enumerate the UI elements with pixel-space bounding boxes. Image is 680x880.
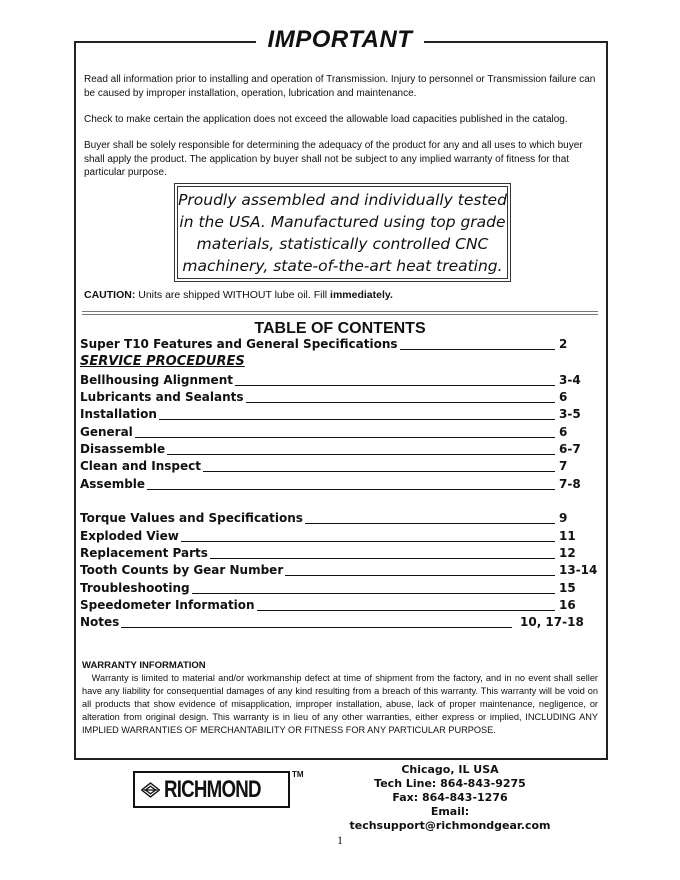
toc-row	[80, 546, 580, 564]
toc-row	[80, 337, 580, 355]
toc-page: 6-7	[559, 442, 581, 456]
toc-page: 15	[559, 581, 576, 595]
contact-tech-line: Tech Line: 864-843-9275	[374, 777, 526, 790]
contact-info	[330, 763, 570, 833]
warranty-text: Warranty is limited to material and/or workmanship defect at time of shipment from the factory, and in no event shall seller have any liability for consequential damages of any kind resulting from a breach of this warranty. This warranty will be void on all products that show evidence of misapplication, improper installation, abuse, lack of proper maintenance, negligence, or alteration from original design. This warranty is in lieu of any other warranties, either express or implied, INCLUDING ANY IMPLIED WARRANTIES OF MERCHANTABILITY OR FITNESS FOR ANY PARTICULAR PURPOSE.	[82, 673, 598, 735]
toc-row	[80, 598, 580, 616]
page-title: IMPORTANT	[0, 26, 680, 54]
contact-fax: Fax: 864-843-1276	[392, 791, 508, 804]
toc-leader-line	[192, 593, 555, 594]
toc-leader-line	[210, 558, 555, 559]
toc-page: 16	[559, 598, 576, 612]
toc-label: Clean and Inspect	[80, 459, 202, 473]
toc-leader-line	[135, 437, 555, 438]
toc-label: General	[80, 425, 133, 439]
toc-label: Bellhousing Alignment	[80, 373, 233, 387]
toc-row	[80, 459, 580, 477]
toc-leader-line	[235, 385, 555, 386]
caution-text: Units are shipped WITHOUT lube oil. Fill	[135, 289, 331, 301]
toc-row	[80, 373, 580, 391]
contact-city: Chicago, IL USA	[401, 763, 499, 776]
page-number: 1	[337, 833, 343, 847]
toc-row	[80, 615, 584, 633]
toc-page: 7	[559, 459, 568, 473]
toc-leader-line	[147, 489, 555, 490]
toc-page: 6	[559, 425, 568, 439]
toc-page: 11	[559, 529, 576, 543]
toc-label: Replacement Parts	[80, 546, 208, 560]
toc-label: Assemble	[80, 477, 146, 491]
caution-label: CAUTION:	[84, 289, 136, 301]
toc-row	[80, 511, 580, 529]
caution-note	[84, 289, 393, 301]
toc-leader-line	[181, 541, 555, 542]
toc-page: 7-8	[559, 477, 581, 491]
toc-row	[80, 425, 580, 443]
toc-label: Super T10 Features and General Specifications	[80, 337, 398, 351]
toc-page: 9	[559, 511, 568, 525]
toc-title: TABLE OF CONTENTS	[254, 320, 426, 337]
toc-page: 3-4	[559, 373, 581, 387]
caution-emphasis: immediately.	[330, 289, 393, 301]
toc-page: 3-5	[559, 407, 581, 421]
intro-paragraph-3: Buyer shall be solely responsible for determining the adequacy of the product for any and all uses to which buyer shall apply the product. The application by buyer shall not be subject to any implied warranty of fitness for that particular purpose.	[84, 140, 583, 178]
proud-line-1: Proudly assembled and individually tested	[178, 190, 507, 209]
toc-row	[80, 477, 580, 495]
toc-label: Notes	[80, 615, 120, 629]
toc-leader-line	[203, 471, 555, 472]
toc-leader-line	[285, 575, 555, 576]
proud-line-2: in the USA. Manufactured using top grade	[179, 212, 506, 231]
divider-top	[82, 311, 598, 312]
logo-text: RICHMOND	[164, 775, 261, 803]
toc-label: Troubleshooting	[80, 581, 190, 595]
toc-row	[80, 581, 580, 599]
toc-page: 6	[559, 390, 568, 404]
proud-line-4: machinery, state-of-the-art heat treating.	[182, 256, 503, 275]
toc-page: 2	[559, 337, 568, 351]
toc-page: 13-14	[559, 563, 598, 577]
toc-label: Installation	[80, 407, 157, 421]
toc-row	[80, 563, 598, 581]
toc-page: 12	[559, 546, 576, 560]
intro-paragraph-2: Check to make certain the application does not exceed the allowable load capacities published in the catalog.	[84, 114, 568, 125]
proud-line-3: materials, statistically controlled CNC	[196, 234, 489, 253]
toc-leader-line	[159, 419, 555, 420]
toc-leader-line	[121, 627, 512, 628]
toc-leader-line	[305, 523, 555, 524]
toc-label: Disassemble	[80, 442, 166, 456]
intro-paragraph-1: Read all information prior to installing and operation of Transmission. Injury to personnel or Transmission failure can be caused by improper installation, operation, lubrication and maintenance.	[84, 74, 596, 99]
toc-label: Torque Values and Specifications	[80, 511, 303, 525]
toc-label: Speedometer Information	[80, 598, 255, 612]
toc-page: 10, 17-18	[520, 615, 584, 629]
service-procedures-heading: SERVICE PROCEDURES	[80, 354, 245, 369]
toc-row	[80, 390, 580, 408]
toc-leader-line	[257, 610, 555, 611]
richmond-diamond-icon	[141, 778, 160, 802]
richmond-logo	[133, 771, 290, 808]
toc-label: Lubricants and Sealants	[80, 390, 244, 404]
toc-leader-line	[400, 349, 555, 350]
trademark: TM	[292, 770, 304, 779]
toc-leader-line	[167, 454, 555, 455]
toc-row	[80, 407, 580, 425]
divider-bottom	[82, 314, 598, 315]
contact-email: Email: techsupport@richmondgear.com	[349, 805, 551, 832]
toc-row	[80, 442, 580, 460]
toc-row	[80, 529, 580, 547]
warranty-heading: WARRANTY INFORMATION	[82, 660, 206, 671]
proudly-assembled-box	[174, 183, 511, 282]
toc-label: Tooth Counts by Gear Number	[80, 563, 284, 577]
toc-leader-line	[246, 402, 555, 403]
toc-label: Exploded View	[80, 529, 179, 543]
